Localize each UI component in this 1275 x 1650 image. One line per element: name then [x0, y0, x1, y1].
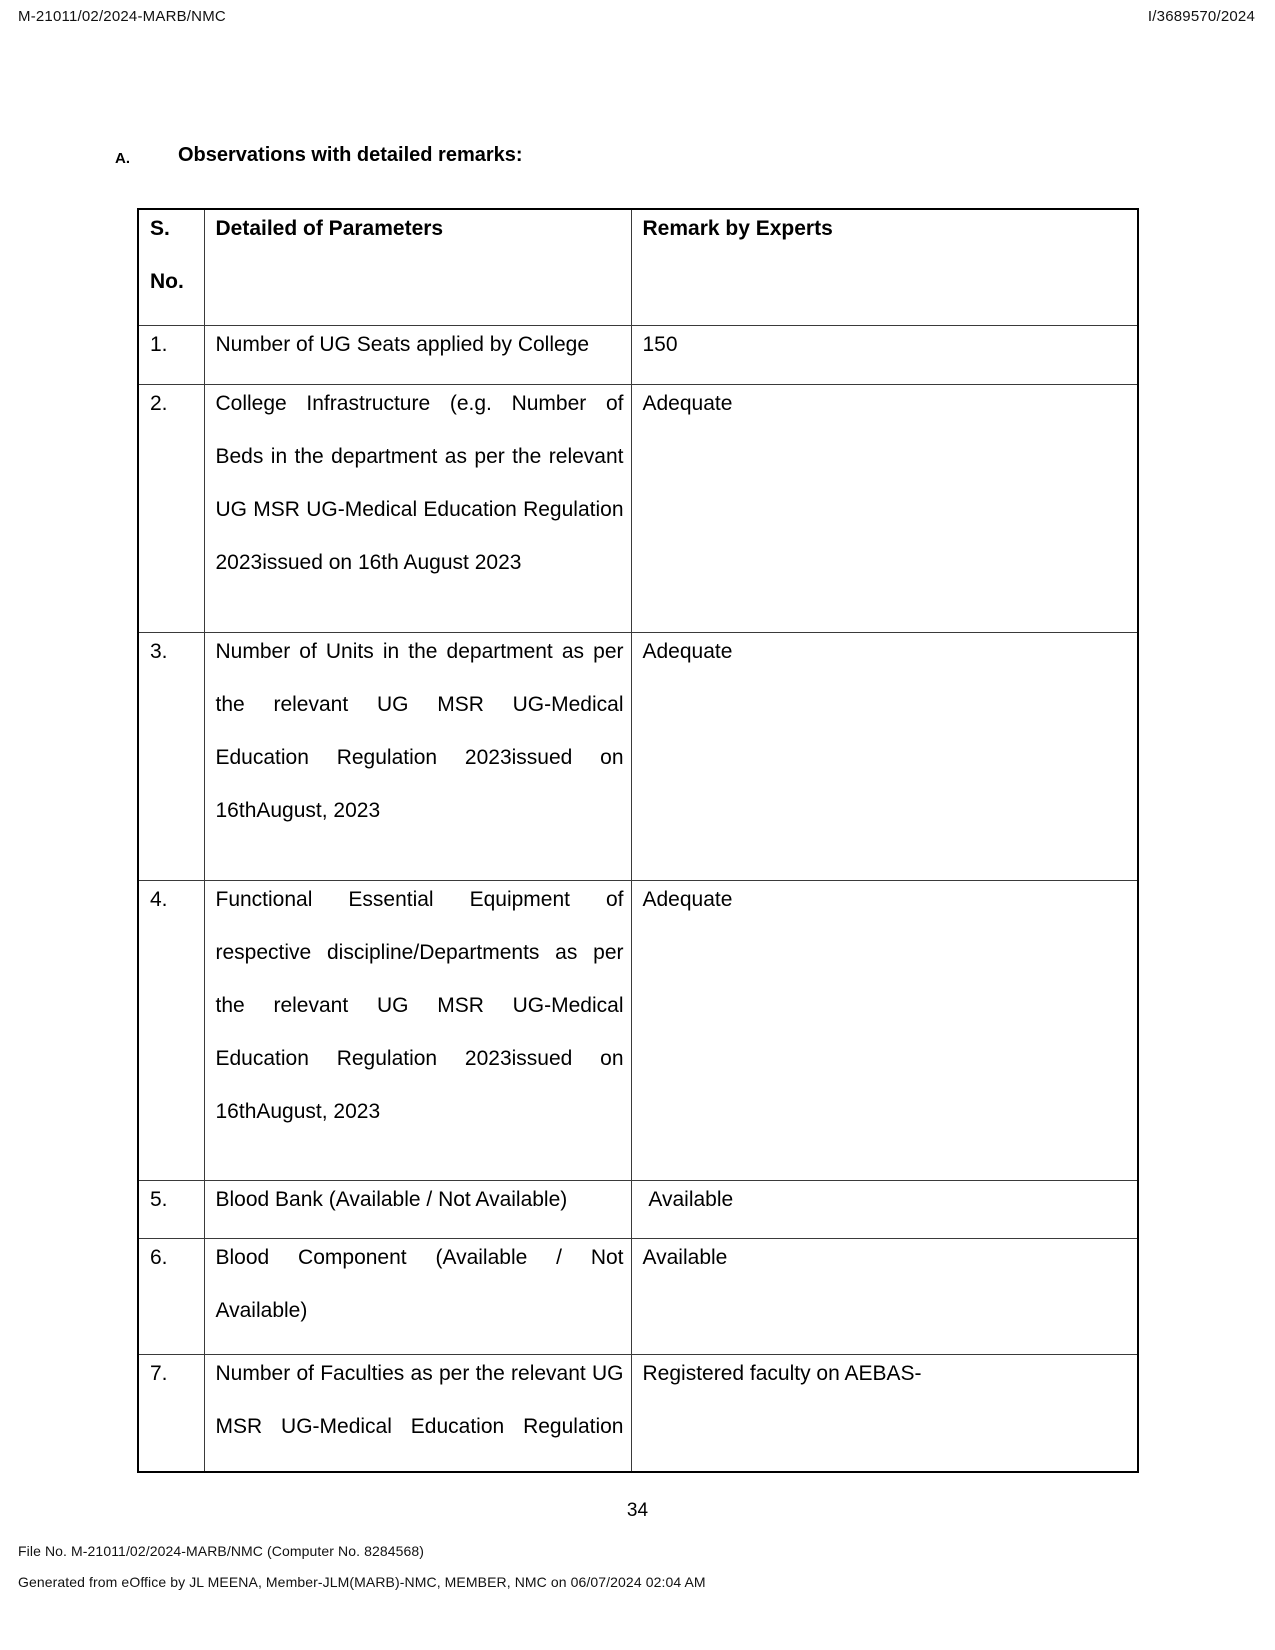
page-number: 34 — [626, 1500, 649, 1521]
col-header-serial-number: S. No. — [138, 209, 204, 326]
table-row — [138, 385, 1138, 633]
parameter-cell: Number of Faculties as per the relevant UG MSR UG-Medical Education Regulation — [204, 1355, 631, 1472]
table-row — [138, 881, 1138, 1181]
remark-cell: Available — [631, 1181, 1138, 1239]
sno-cell: 1. — [138, 326, 204, 385]
remark-cell: 150 — [631, 326, 1138, 385]
table-row — [138, 1355, 1138, 1472]
remark-cell: Adequate — [631, 633, 1138, 881]
header-left-file-reference: M-21011/02/2024-MARB/NMC — [18, 8, 226, 25]
sno-cell: 5. — [138, 1181, 204, 1239]
table-header-row — [138, 209, 1138, 326]
sno-cell: 6. — [138, 1239, 204, 1355]
remark-cell: Available — [631, 1239, 1138, 1355]
parameter-cell: Number of Units in the department as per the relevant UG MSR UG-Medical Education Regulation 2023issued on 16thAugust, 2023 — [204, 633, 631, 881]
col-header-parameters: Detailed of Parameters — [204, 209, 631, 326]
footer-file-number: File No. M-21011/02/2024-MARB/NMC (Computer No. 8284568) — [18, 1543, 425, 1559]
parameter-cell: Blood Component (Available / Not Available) — [204, 1239, 631, 1355]
col-header-remarks: Remark by Experts — [631, 209, 1138, 326]
table-row — [138, 1239, 1138, 1355]
table-row — [138, 326, 1138, 385]
sno-cell: 4. — [138, 881, 204, 1181]
remark-cell: Adequate — [631, 881, 1138, 1181]
parameter-cell: College Infrastructure (e.g. Number of Beds in the department as per the relevant UG MSR UG-Medical Education Regulation 2023issued on 16th August 2023 — [204, 385, 631, 633]
table-row — [138, 1181, 1138, 1239]
remark-cell: Registered faculty on AEBAS- — [631, 1355, 1138, 1472]
sno-cell: 7. — [138, 1355, 204, 1472]
remark-cell: Adequate — [631, 385, 1138, 633]
section-label: A. — [115, 150, 130, 167]
header-right-document-number: I/3689570/2024 — [1147, 8, 1255, 25]
parameter-cell: Functional Essential Equipment of respective discipline/Departments as per the relevant UG MSR UG-Medical Education Regulation 2023issued on 16thAugust, 2023 — [204, 881, 631, 1181]
sno-cell: 2. — [138, 385, 204, 633]
parameter-cell: Number of UG Seats applied by College — [204, 326, 631, 385]
table-row — [138, 633, 1138, 881]
parameter-cell: Blood Bank (Available / Not Available) — [204, 1181, 631, 1239]
section-title: Observations with detailed remarks: — [178, 144, 523, 166]
sno-cell: 3. — [138, 633, 204, 881]
observations-table — [137, 208, 1139, 1473]
footer-generated-by: Generated from eOffice by JL MEENA, Member-JLM(MARB)-NMC, MEMBER, NMC on 06/07/2024 02:04 AM — [18, 1574, 706, 1590]
